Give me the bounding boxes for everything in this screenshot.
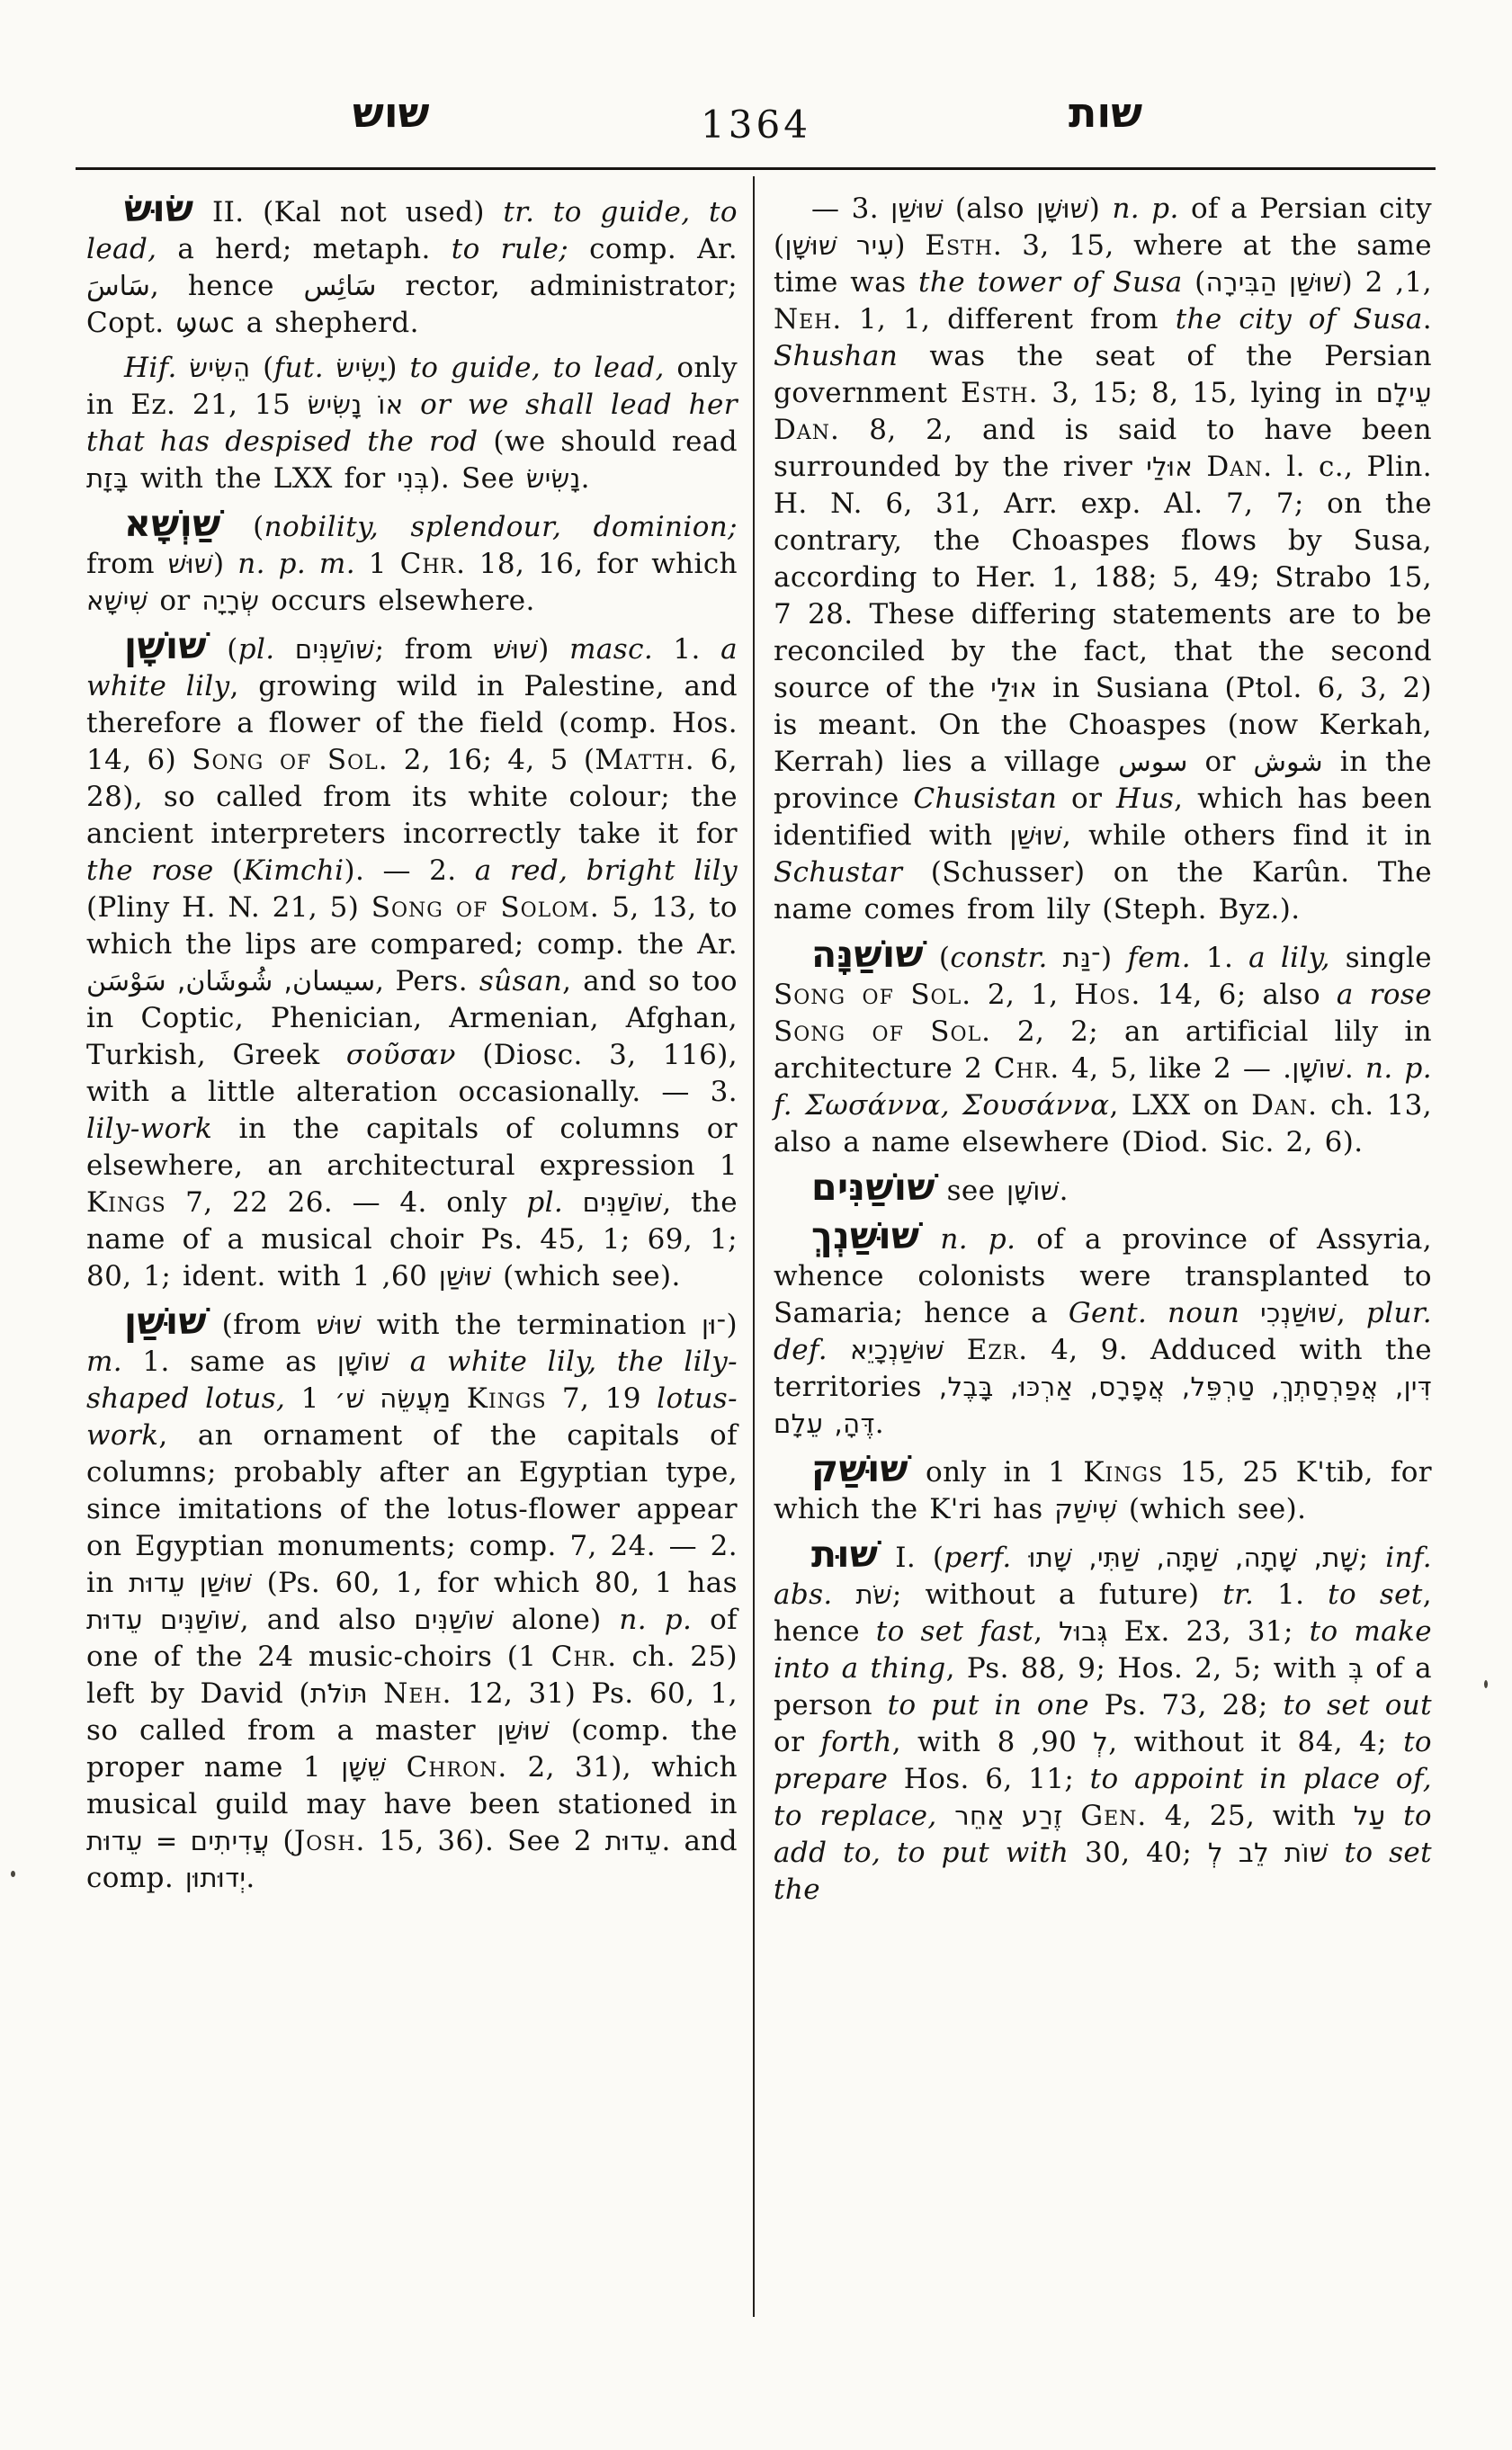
text-run: to rule;: [451, 233, 569, 265]
text-run: שַׁוְשָׁא: [124, 502, 221, 545]
text-run: 18, 16, for which: [465, 548, 738, 580]
text-run: شوش: [1253, 747, 1323, 778]
text-run: inf. abs.: [774, 1542, 1432, 1611]
text-run: a herd; metaph.: [157, 233, 452, 265]
text-run: Ex. 23, 31;: [1107, 1615, 1310, 1648]
text-run: with the termination: [362, 1309, 702, 1341]
text-run: سَائِس: [303, 271, 377, 302]
text-run: [563, 1186, 582, 1219]
text-run: [828, 1334, 850, 1366]
text-run: [833, 1578, 856, 1611]
text-run: 7, 22 26. — 4. only: [166, 1186, 527, 1219]
text-run: ): [1088, 192, 1113, 225]
text-run: n. p.: [940, 1223, 1016, 1256]
text-run: Schustar: [774, 856, 903, 889]
text-run: 3, 15; 8, 15, lying in: [1038, 377, 1376, 409]
text-run: שָׁת, שָׁתָה, שַׁתָּה, שַׁתִּי, שָׁתוּ: [1028, 1542, 1359, 1573]
text-run: (which see).: [1117, 1493, 1307, 1525]
text-run: . — 2.: [1212, 1052, 1366, 1085]
text-run: בְּנִי: [397, 463, 430, 494]
text-run: 90, 8, without it 84, 4;: [997, 1726, 1404, 1758]
text-run: fem.: [1127, 942, 1192, 974]
text-run: ): [386, 352, 410, 384]
text-run: ,: [1336, 1297, 1366, 1329]
text-run: , and also: [239, 1604, 415, 1636]
text-run: שׁוּשַׁן: [124, 1300, 207, 1343]
text-run: [324, 352, 336, 384]
text-run: 15, 25 K'tib, for which the K'ri has: [774, 1456, 1432, 1525]
text-run: 1: [302, 1751, 407, 1784]
text-run: 1. same as: [122, 1346, 337, 1378]
text-run: Chr.: [550, 1641, 618, 1673]
text-run: שׁוֹשַׁנִּים: [294, 634, 375, 665]
text-run: (Pliny H. N. 21, 5): [86, 891, 371, 924]
text-run: m.: [86, 1346, 123, 1378]
text-run: from: [86, 548, 168, 580]
text-run: 4, 5, like: [1060, 1052, 1213, 1085]
text-run: 3, 15, where at the same time was: [774, 229, 1432, 299]
text-run: , hence: [774, 1578, 1432, 1648]
text-run: constr.: [950, 942, 1048, 974]
text-run: (: [213, 854, 244, 887]
text-run: שׁוּת: [811, 1533, 879, 1576]
text-run: 1, 1, different from: [842, 303, 1176, 335]
text-run: perf.: [944, 1542, 1012, 1574]
text-run: alone): [494, 1604, 620, 1636]
text-run: ): [1101, 942, 1128, 974]
text-run: Hif.: [124, 352, 177, 384]
text-run: Ps. 73, 28;: [1089, 1689, 1284, 1721]
text-run: שׁוּשַׁן: [497, 1715, 550, 1746]
text-run: Matth.: [595, 744, 695, 776]
entry-paragraph: [86, 1300, 738, 1897]
text-run: שׁוּשַׁן הַבִּירָה: [1205, 267, 1342, 298]
text-run: in the capitals of columns or elsewhere, an architectural expression 1: [86, 1113, 738, 1182]
text-run: to set: [1328, 1578, 1423, 1611]
text-run: Neh.: [774, 303, 843, 335]
text-run: or: [774, 1726, 821, 1758]
text-run: [1048, 942, 1063, 974]
text-run: to make into a thing: [774, 1615, 1432, 1685]
text-run: Song of Sol.: [774, 1015, 992, 1048]
text-run: שׁוּשָׁן: [1036, 193, 1089, 224]
text-run: or: [1187, 746, 1254, 778]
text-run: שׁוּשַׁנְכָיֵא: [850, 1335, 944, 1365]
text-run: (comp. the proper name: [86, 1714, 738, 1784]
text-run: (from: [206, 1309, 317, 1341]
text-run: ) 1, 2,: [1341, 266, 1432, 299]
text-run: (also: [943, 192, 1037, 225]
text-run: .: [874, 1408, 884, 1440]
entry-paragraph: [774, 1166, 1432, 1210]
text-run: הֵשִׂישׂ: [189, 353, 251, 383]
text-run: tr.: [503, 196, 535, 228]
text-run: , Ps. 88, 9; Hos. 2, 5; with: [945, 1652, 1349, 1685]
text-run: בָּזָת: [86, 463, 130, 494]
text-run: , growing wild in Palestine, and therefore a flower of the field (comp. Hos. 14, 6): [86, 670, 738, 776]
text-run: ): [212, 548, 238, 580]
text-run: to prepare: [774, 1726, 1432, 1795]
text-run: שִׁישַׁק: [1054, 1494, 1118, 1525]
text-run: שֵׁשָׁן: [341, 1752, 387, 1783]
text-run: pl.: [237, 633, 275, 666]
text-run: זֶרַע אַחֵר: [954, 1801, 1063, 1831]
text-run: Chusistan: [913, 782, 1058, 815]
text-run: 1.: [653, 633, 721, 666]
text-run: [937, 1800, 955, 1832]
text-run: 2, 31), which musical guild may have been stationed in: [86, 1751, 738, 1820]
text-run: Ezr.: [966, 1334, 1029, 1366]
text-run: lily-work: [86, 1113, 213, 1145]
text-run: שׁוֹשַׁנִּים: [414, 1605, 495, 1635]
text-run: σοῦσαν: [345, 1039, 456, 1071]
text-run: יָשִׂישׂ: [336, 353, 387, 383]
text-run: (: [269, 1825, 294, 1857]
text-run: גְּבוּל: [1059, 1616, 1108, 1647]
text-run: שׁוּשׁ: [316, 1310, 362, 1340]
text-run: שׁוֹשָׁן: [336, 1346, 390, 1377]
text-run: 1.: [1254, 1578, 1329, 1611]
text-run: with the LXX for: [129, 462, 398, 495]
text-run: tr.: [1222, 1578, 1255, 1611]
text-run: 4, 9. Adduced with the territories: [774, 1334, 1432, 1403]
text-run: to add to,: [774, 1800, 1432, 1869]
text-run: to set fast: [875, 1615, 1034, 1648]
text-run: (Schusser) on the Karûn. The name comes from lily (Steph. Byz.).: [774, 856, 1432, 925]
text-run: [1386, 1800, 1404, 1832]
entry-paragraph: [86, 624, 738, 1295]
text-run: comp. Ar.: [568, 233, 738, 265]
text-run: was the seat of the Persian government: [774, 340, 1432, 409]
text-run: [792, 1089, 805, 1122]
text-run: only in 1: [908, 1456, 1084, 1489]
text-run: אוֹ נָשִׂישׂ: [307, 389, 404, 420]
text-run: דִּין, אֲפַרְסַתְךְ, טַרְפֵּל, אֲפָרָס, אַרְכּוּ, בָּבֶל, דֶּהָ, עֵלָם: [774, 1372, 1432, 1439]
text-run: n. p. f.: [774, 1052, 1432, 1122]
text-run: ϣωc: [175, 308, 236, 338]
text-run: of a province of Assyria, whence colonists were transplanted to Samaria; hence a: [774, 1223, 1433, 1329]
text-run: ,: [1033, 1615, 1060, 1648]
text-run: to guide, to lead,: [409, 352, 665, 384]
text-run: II. (Kal not used): [193, 196, 504, 228]
text-run: rector, administrator; Copt.: [86, 270, 738, 339]
text-run: I. (: [878, 1542, 944, 1574]
text-run: to set the: [774, 1837, 1433, 1906]
entry-paragraph: [774, 933, 1433, 1161]
text-run: [1012, 1542, 1029, 1574]
text-run: a rose: [1336, 979, 1432, 1011]
text-run: בְּ: [1348, 1653, 1364, 1684]
text-run: (: [250, 352, 274, 384]
text-run: in Susiana (Ptol. 6, 3, 2) is meant. On the Choaspes (now Kerkah, Kerrah) lies a village: [774, 672, 1432, 778]
text-run: to set out: [1283, 1689, 1432, 1721]
text-run: Dan.: [1251, 1089, 1319, 1122]
text-run: Chr.: [399, 548, 466, 580]
text-run: 60, 1 (which see).: [352, 1260, 681, 1292]
text-run: a white lily: [86, 633, 738, 702]
text-run: 8, 2, and is said to have been surrounded by the river: [774, 414, 1432, 483]
text-run: to put in one: [887, 1689, 1090, 1721]
text-run: single: [1329, 942, 1433, 974]
text-run: עִיר שׁוּשָׁן: [784, 230, 895, 261]
text-run: ־וּן: [702, 1310, 727, 1340]
text-run: lotus-work: [86, 1382, 738, 1452]
text-run: [920, 1223, 941, 1256]
text-run: a red, bright lily: [474, 854, 738, 887]
text-run: , an ornament of the capitals of columns; probably after an Egyptian type, since imitations of the lotus-flower appear on Egyptian monuments; comp. 7, 24. — 2. in: [86, 1419, 738, 1599]
text-run: [1193, 451, 1206, 483]
text-run: שִׁישָׁא: [86, 586, 148, 616]
text-run: only in Ez. 21, 15: [86, 352, 738, 421]
text-run: of a person: [774, 1652, 1433, 1721]
text-run: Shushan: [774, 340, 899, 372]
text-run: .: [1059, 1175, 1069, 1207]
text-run: שׁוּשַׁן: [438, 1261, 492, 1292]
text-run: or we shall lead her that has despised the rod: [86, 389, 738, 458]
entry-paragraph: [774, 1447, 1432, 1528]
text-run: a lily,: [1248, 942, 1330, 974]
text-run: Song of Solom.: [371, 891, 600, 924]
text-run: שׁוֹשַׁנִּים: [811, 1166, 935, 1209]
text-run: (: [924, 942, 951, 974]
text-run: the tower of Susa: [917, 266, 1183, 299]
text-run: 12, 31) Ps. 60, 1, so called from a master: [86, 1677, 738, 1747]
text-run: שׁוֹשַׁנִּים: [582, 1187, 663, 1218]
text-run: سوس: [1118, 747, 1188, 778]
text-run: 7, 19: [546, 1382, 658, 1415]
text-run: [368, 1677, 383, 1710]
text-run: אוּלַי: [1146, 452, 1194, 482]
text-run: Neh.: [383, 1677, 452, 1710]
text-run: ch. 13, also a name elsewhere (Diod. Sic. 2, 6).: [774, 1089, 1432, 1158]
text-run: or: [148, 585, 202, 617]
text-run: , while others find it in: [1061, 819, 1432, 852]
text-run: עֲדִיתִים = עֵדוּת: [86, 1826, 270, 1856]
text-run: ): [894, 229, 926, 262]
text-run: עֵילָם: [1375, 378, 1432, 408]
text-run: 15, 36). See: [365, 1825, 574, 1857]
text-run: Chron.: [406, 1751, 508, 1784]
text-run: עַל: [1353, 1801, 1386, 1831]
text-run: אוּלַי: [990, 673, 1038, 703]
text-run: ): [726, 1309, 738, 1341]
page-number: 1364: [701, 103, 811, 147]
text-run: שׁוּשַׁנְךְ: [811, 1214, 920, 1257]
text-run: [285, 1382, 300, 1415]
text-run: Gent. noun: [1068, 1297, 1240, 1329]
text-run: , LXX on: [1109, 1089, 1252, 1122]
text-run: שׁוֹשָׁן: [1292, 1053, 1345, 1084]
text-run: a shepherd.: [235, 307, 419, 339]
entry-paragraph: [774, 1533, 1433, 1909]
text-run: [275, 633, 295, 666]
text-run: שׁוֹשָׁן: [124, 624, 207, 667]
text-run: תּוֹלֹת: [309, 1678, 368, 1709]
text-run: (we should read: [478, 425, 738, 458]
text-run: [1329, 1837, 1345, 1869]
text-run: 1: [300, 1382, 467, 1415]
text-run: [944, 1334, 967, 1366]
text-run: , and so too in Coptic, Phenician, Armenian, Afghan, Turkish, Greek: [86, 965, 738, 1071]
entry-paragraph: [86, 187, 738, 342]
text-run: [1063, 1800, 1081, 1832]
text-run: (: [220, 511, 264, 543]
text-run: שְׂרָיָה: [201, 586, 260, 616]
text-run: see: [935, 1175, 1007, 1207]
text-run: מַעֲשֵׂה שׁ׳: [335, 1383, 452, 1414]
text-run: Kings: [466, 1382, 547, 1415]
text-run: forth: [820, 1726, 892, 1758]
text-run: to guide, to lead,: [86, 196, 738, 265]
text-run: 2, 16; 4, 5 (: [388, 744, 595, 776]
text-run: שׁוֹשָׁן: [1007, 1176, 1060, 1206]
text-run: 5, 13, to which the lips are compared; comp. the Ar.: [86, 891, 738, 961]
scan-speck: [1484, 1680, 1488, 1688]
text-run: , with: [891, 1726, 998, 1758]
text-run: masc.: [569, 633, 654, 666]
column-left: [86, 187, 738, 1897]
text-run: Kimchi: [243, 854, 344, 887]
text-run: of one of the 24 music-choirs (1: [86, 1604, 738, 1673]
text-run: the city of Susa: [1175, 303, 1423, 335]
column-divider-rule: [753, 176, 755, 2317]
text-run: , hence: [149, 270, 304, 302]
text-run: שׁוּשׁ: [493, 634, 539, 665]
text-run: سَاسَ: [86, 271, 150, 302]
text-run: ; from: [374, 633, 494, 666]
text-run: Gen.: [1080, 1800, 1148, 1832]
text-run: [534, 196, 553, 228]
text-run: שׂוּשׂ: [124, 187, 194, 230]
text-run: יְדוּתוּן: [184, 1863, 246, 1893]
text-run: Kings: [86, 1186, 166, 1219]
text-run: 1.: [1191, 942, 1249, 974]
text-run: the rose: [86, 854, 214, 887]
text-run: 30, 40;: [1069, 1837, 1208, 1869]
text-run: — 3.: [811, 192, 891, 225]
text-run: (Diosc. 3, 116), with a little alteration occasionally. — 3.: [86, 1039, 738, 1108]
text-run: Chr.: [993, 1052, 1060, 1085]
text-run: Σωσάννα, Σουσάννα: [805, 1089, 1110, 1122]
text-run: [389, 1346, 409, 1378]
text-run: עֵדוּת: [604, 1826, 662, 1856]
entry-paragraph: [774, 1214, 1433, 1443]
column-right: [774, 191, 1432, 1909]
text-run: (: [1182, 266, 1206, 299]
text-run: 1: [354, 548, 400, 580]
text-run: ־נַּת: [1062, 943, 1101, 973]
text-run: n. p.: [1112, 192, 1179, 225]
running-head-left-hebrew: שוש: [353, 88, 430, 137]
text-run: שׁוֹשַׁנָּה: [811, 933, 924, 976]
text-run: sûsan: [479, 965, 563, 997]
header-rule: [76, 167, 1436, 170]
text-run: pl.: [526, 1186, 564, 1219]
text-run: fut.: [273, 352, 325, 384]
text-run: l. c., Plin. H. N. 6, 31, Arr. exp. Al. 7, 7; on the contrary, the Choaspes flows by Susa, according to Her. 1, 188; 5, 49; Strabo 15, 7 28. These differing statements are to be reconciled by the fact, that the second source of the: [774, 451, 1432, 704]
text-run: , the name of a musical choir Ps. 45, 1; 69, 1; 80, 1; ident. with: [86, 1186, 738, 1292]
running-head-right-hebrew: שות: [1069, 88, 1143, 137]
text-run: Dan.: [774, 414, 840, 446]
text-run: 2, 2; an artificial lily in architecture 2: [774, 1015, 1433, 1085]
text-run: Dan.: [1206, 451, 1274, 483]
text-run: of a Persian city (: [774, 192, 1433, 262]
text-run: שׁוֹשַׁנִּים עֵדוּת: [86, 1605, 240, 1635]
text-run: [1239, 1297, 1260, 1329]
text-run: .: [246, 1862, 255, 1894]
text-run: occurs elsewhere.: [259, 585, 535, 617]
text-run: ; without a future): [891, 1578, 1223, 1611]
text-run: Hos.: [1074, 979, 1141, 1011]
text-run: a white lily, the lily-shaped lotus,: [86, 1346, 738, 1415]
text-run: 2, 1,: [971, 979, 1075, 1011]
text-run: Hus: [1116, 782, 1175, 815]
entry-paragraph: [86, 502, 738, 620]
text-run: 4, 25, with: [1147, 1800, 1354, 1832]
text-run: nobility, splendour, dominion;: [264, 511, 738, 543]
text-run: Song of Sol.: [774, 979, 972, 1011]
text-run: שׁוּשַׁן עֵדוּת: [129, 1568, 253, 1598]
text-run: سيسان, شُوشَان, سَوْسَن: [86, 966, 376, 997]
text-run: Josh.: [293, 1825, 366, 1857]
text-run: Kings: [1083, 1456, 1164, 1489]
entry-paragraph: [774, 191, 1432, 928]
text-run: נָשִׂישׂ: [525, 463, 581, 494]
scan-speck: [11, 1871, 15, 1877]
text-run: שׁוּשׁ: [167, 549, 213, 579]
text-run: in the province: [774, 746, 1432, 815]
text-run: .: [580, 462, 590, 495]
text-run: or: [1057, 782, 1117, 815]
text-run: , which has been identified with: [774, 782, 1433, 852]
text-run: , Pers.: [375, 965, 479, 997]
text-run: ;: [1358, 1542, 1386, 1574]
text-run: 2. and comp.: [86, 1825, 738, 1894]
text-run: ). See: [429, 462, 526, 495]
text-run: Esth.: [961, 377, 1039, 409]
text-run: n. p. m.: [237, 548, 355, 580]
text-run: 6, 28), so called from its white colour; the ancient interpreters incorrectly take it for: [86, 744, 738, 850]
text-run: ). — 2.: [344, 854, 475, 887]
text-run: to appoint in place of, to replace,: [774, 1763, 1433, 1832]
text-run: שׁוּשַׁן: [1009, 820, 1062, 851]
text-run: לְ: [1093, 1727, 1109, 1757]
text-run: to put with: [896, 1837, 1069, 1869]
text-run: [404, 389, 421, 421]
text-run: (Ps. 60, 1, for which 80, 1 has: [252, 1567, 738, 1599]
text-run: Esth.: [925, 229, 1003, 262]
text-run: [177, 352, 190, 384]
text-run: Hos. 6, 11;: [888, 1763, 1090, 1795]
text-run: [881, 1837, 897, 1869]
text-run: .: [1422, 303, 1432, 335]
text-run: שׁוּשַׁק: [811, 1447, 909, 1490]
text-run: 14, 6; also: [1141, 979, 1337, 1011]
text-run: שׁוּשַׁנְכִי: [1260, 1298, 1337, 1328]
entry-paragraph: [86, 350, 738, 497]
text-run: ): [538, 633, 570, 666]
text-run: plur. def.: [774, 1297, 1432, 1366]
text-run: n. p.: [619, 1604, 693, 1636]
text-run: שׁוּשַׁן: [890, 193, 944, 224]
text-run: ch. 25) left by David (: [86, 1641, 738, 1710]
text-run: שׁוֹת לֵב לְ: [1207, 1838, 1329, 1868]
text-run: (: [206, 633, 238, 666]
text-run: שֹׁת: [855, 1579, 892, 1610]
text-run: Song of Sol.: [192, 744, 389, 776]
